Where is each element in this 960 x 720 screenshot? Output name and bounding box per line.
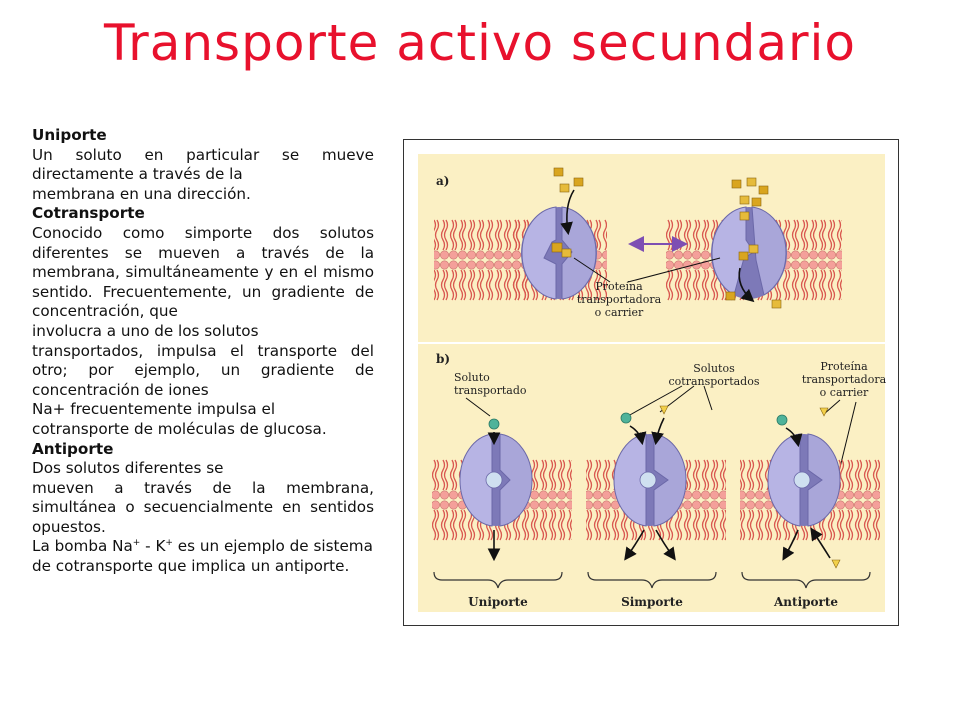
- uniporter-protein: [460, 434, 532, 526]
- symporter-protein: [614, 434, 686, 526]
- text-paragraph: mueven a través de la membrana, simultánea o secuencialmente en sentidos opuestos.: [32, 478, 374, 536]
- antiporter-protein: [768, 434, 840, 526]
- heading-cotransporte: Cotransporte: [32, 204, 145, 223]
- carrier-b-label: transportadora: [801, 373, 887, 386]
- part-a-label: a): [436, 174, 450, 188]
- text-line: directamente a través de la: [32, 165, 243, 184]
- solute-sphere: [621, 413, 631, 423]
- text-line: Dos solutos diferentes se: [32, 459, 224, 478]
- heading-uniporte: Uniporte: [32, 126, 107, 144]
- solute-label: Soluto: [454, 371, 490, 384]
- cotransported-label: cotransportados: [668, 375, 760, 388]
- text-paragraph: Conocido como simporte dos solutos diferentes se mueven a través de la membrana, simultáneamente y en el mismo sentido. Frecuentemente, un gradiente de concentración, que: [32, 223, 374, 321]
- text-line: membrana en una dirección.: [32, 184, 251, 203]
- cotransported-label: Solutos: [693, 362, 735, 375]
- carrier-protein: [521, 207, 597, 299]
- figure-svg: [404, 140, 900, 627]
- transport-figure: [403, 139, 899, 626]
- part-b-label: b): [436, 352, 451, 366]
- membrane: [434, 202, 529, 322]
- carrier-protein: [711, 207, 787, 299]
- solute-sphere: [489, 419, 499, 429]
- text-column: [32, 126, 374, 577]
- text-paragraph: La bomba Na+ - K+ es un ejemplo de sistema: [32, 537, 373, 556]
- text-paragraph: de cotransporte que implica un antiporte.: [32, 557, 350, 576]
- antiporte-label: Antiporte: [773, 595, 839, 609]
- slide-title: Transporte activo secundario: [103, 14, 857, 72]
- solute-label: transportado: [454, 384, 527, 397]
- uniporte-label: Uniporte: [468, 595, 528, 609]
- text-line: Na+ frecuentemente impulsa el: [32, 400, 276, 419]
- text-line: involucra a uno de los solutos: [32, 321, 259, 340]
- heading-antiporte: Antiporte: [32, 439, 114, 458]
- carrier-b-label: Proteína: [820, 360, 868, 373]
- carrier-label: o carrier: [594, 306, 644, 319]
- carrier-b-label: o carrier: [819, 386, 869, 399]
- solute-sphere: [777, 415, 787, 425]
- carrier-label: Proteína: [595, 280, 643, 293]
- carrier-label: transportadora: [576, 293, 662, 306]
- simporte-label: Simporte: [621, 595, 683, 609]
- text-paragraph: cotransporte de moléculas de glucosa.: [32, 419, 327, 438]
- text-paragraph: transportados, impulsa el transporte del otro; por ejemplo, un gradiente de concentración de iones: [32, 341, 374, 399]
- text-line: Un soluto en particular se mueve: [32, 145, 374, 164]
